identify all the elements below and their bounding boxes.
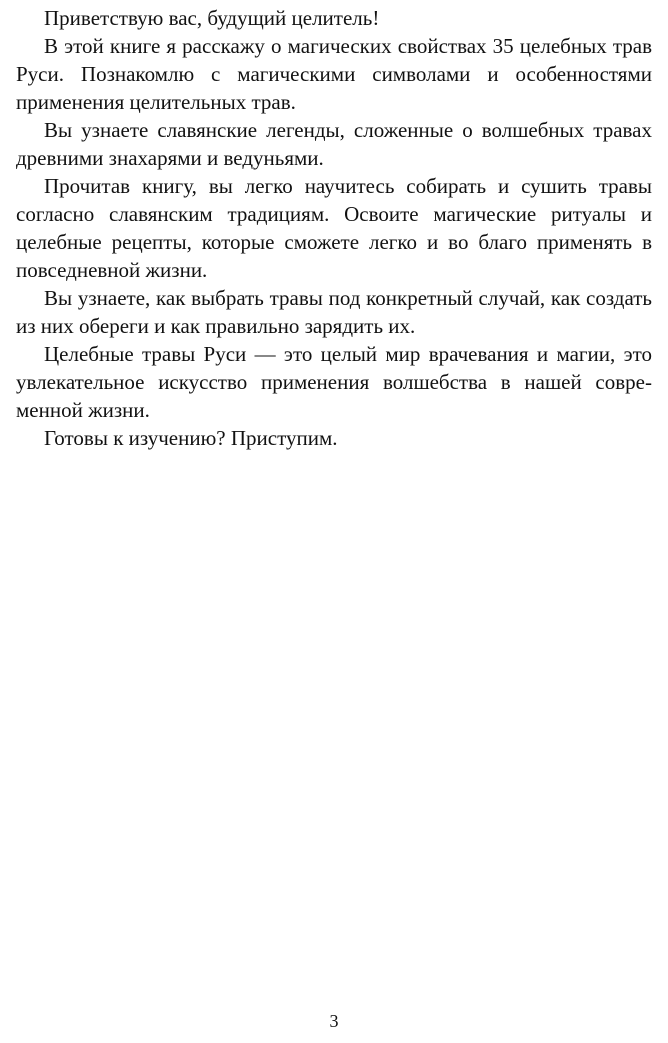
paragraph-legends: Вы узнаете славянские легенды, сложенные о волшебных травах древними знахарями и ведуньями. — [16, 118, 652, 170]
paragraph-collecting: Прочитав книгу, вы легко научитесь собирать и сушить травы согласно славянским традициям. Освоите магические ритуалы и целебные рецепты, которые сможете легко и во благо применять в повседневной жизни. — [16, 174, 652, 282]
paragraph-world-of-healing: Целебные травы Руси — это целый мир врачевания и магии, это увлекательное искусство применения волшебства в нашей современной жизни. — [16, 342, 652, 422]
body-text — [16, 4, 652, 452]
paragraph-ready: Готовы к изучению? Приступим. — [44, 426, 338, 450]
paragraph-greeting: Приветствую вас, будущий целитель! — [44, 6, 380, 30]
paragraph-book-intro: В этой книге я расскажу о магических свойствах 35 целебных трав Руси. Познакомлю с магическими символами и особенностями применения целительных трав. — [16, 34, 652, 114]
paragraph-amulets: Вы узнаете, как выбрать травы под конкретный случай, как создать из них обереги и как правильно зарядить их. — [16, 286, 652, 338]
page-number: 3 — [329, 1011, 339, 1031]
